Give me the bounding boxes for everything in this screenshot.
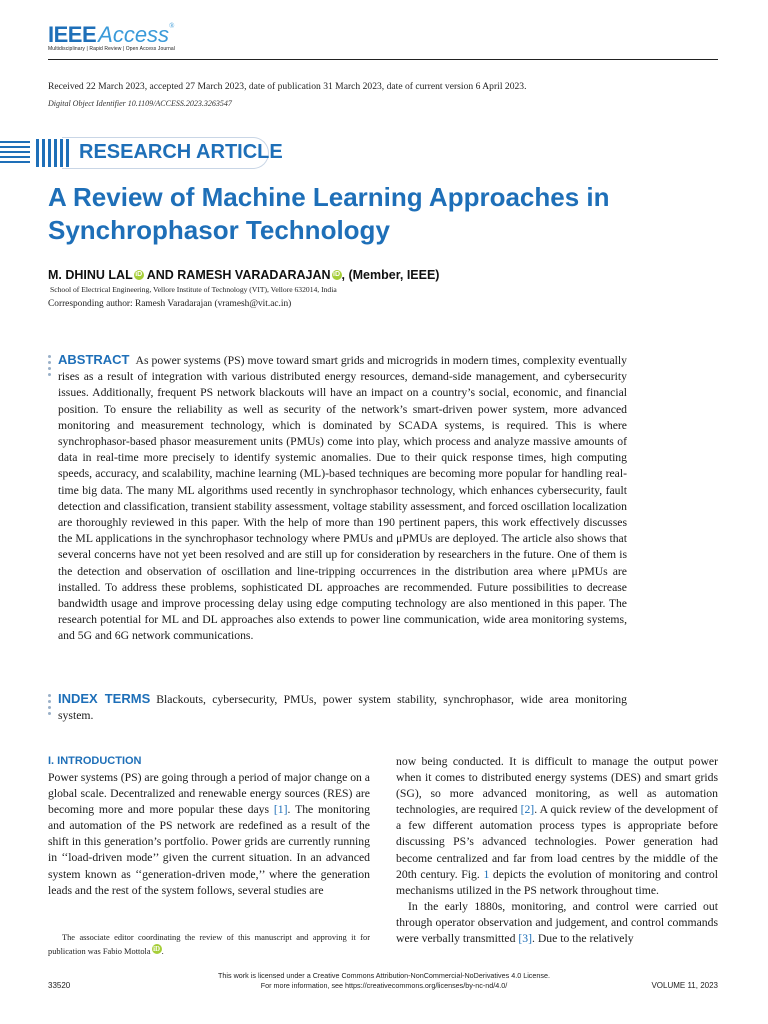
trademark-icon: ® xyxy=(169,22,175,30)
volume-label: VOLUME 11, 2023 xyxy=(651,981,718,990)
orcid-icon[interactable]: iD xyxy=(135,271,143,278)
page-number: 33520 xyxy=(48,981,71,990)
journal-logo xyxy=(48,22,174,48)
abstract-text: As power systems (PS) move toward smart grids and microgrids in modern times, complexity eventually rises as a result of integration with various distributed energy resources, demand-side management, and cybersecurity issues. Additionally, frequent PS network blackouts will have an impact on a country’s social, economic, and financial position. To ensure the reliability as well as security of the network’s smart-driven power system, more advanced monitoring and measurement technology, which is dominated by SCADA systems, is required. This is where synchrophasor-based phasor measurement units (PMUs) come into play, which process and analyze massive amounts of data in real-time more precisely to identify systemic anomalies. Due to their quick response times, high computing speeds, accuracy, and scalability, machine learning (ML)-based techniques are becoming more popular for handling real-time big data. The many ML algorithms used recently in synchrophasor technology, which enhances cybersecurity, fault detection and classification, transient stability assessment, voltage stability assessment, and forced oscillation localization are thoroughly reviewed in this paper. With the help of more than 190 pertinent papers, this work effectively discusses the ML applications in the synchrophasor technology where PMUs and μPMUs are deployed. The article also shows that several concerns have not yet been resolved and are still up for consideration by researchers in the future. One of them is the detection and observation of oscillation and line-tripping occurrences in the distribution area where μPMUs are installed. To address these problems, sophisticated DL approaches are recommended. Future possibilities to decrease bandwidth usage and improve processing delay using edge computing technology are also mentioned in this paper. The research potential for ML and DL approaches also extends to power line communication, wide area monitoring systems, and 5G and 6G network communications. xyxy=(58,354,627,643)
figure-link[interactable]: 1 xyxy=(483,867,490,881)
orcid-icon[interactable]: iD xyxy=(333,271,341,278)
license-line-1: This work is licensed under a Creative Commons Attribution-NonCommercial-NoDerivatives 4.0 License. xyxy=(218,971,550,980)
paragraph: In the early 1880s, monitoring, and control were carried out through operator observation and judgement, and control commands were verbally transmitted [3]. Due to the relatively xyxy=(396,899,718,946)
doi-line: Digital Object Identifier 10.1109/ACCESS.2023.3263547 xyxy=(48,99,232,108)
corresponding-author: Corresponding author: Ramesh Varadarajan (vramesh@vit.ac.in) xyxy=(48,299,292,309)
citation-link[interactable]: [2] xyxy=(520,803,535,817)
section-heading: I. INTRODUCTION xyxy=(48,755,142,767)
received-dates: Received 22 March 2023, accepted 27 March 2023, date of publication 31 March 2023, date of current version 6 April 2023. xyxy=(48,81,527,92)
author-2: AND RAMESH VARADARAJAN xyxy=(143,268,331,282)
right-column-text xyxy=(396,754,718,947)
index-terms-text: Blackouts, cybersecurity, PMUs, power system stability, synchrophasor, wide area monitoring system. xyxy=(58,693,627,723)
logo-access: Access xyxy=(98,22,170,47)
abstract xyxy=(58,352,627,645)
affiliation: School of Electrical Engineering, Vellore Institute of Technology (VIT), Vellore 632014, India xyxy=(50,285,337,294)
abstract-dots-icon xyxy=(48,355,52,379)
orcid-icon[interactable]: iD xyxy=(153,945,161,953)
logo-ieee: IEEE xyxy=(48,22,97,47)
paragraph: now being conducted. It is difficult to manage the output power when it comes to distributed energy systems (DES) and smart grids (SG), so more advanced monitoring, as well as automation technologies, are required [2]. A quick review of the development of a few different automation process types is appropriate before discussing PS’s advanced technologies. Power generation had become centralized and far from load centres by the middle of the 20th century. Fig. 1 depicts the evolution of monitoring and control mechanisms utilized in the PS network throughout time. xyxy=(396,755,718,897)
paper-title: A Review of Machine Learning Approaches in Synchrophasor Technology xyxy=(48,182,610,245)
index-terms-dots-icon xyxy=(48,694,52,718)
header-rule xyxy=(48,59,718,60)
left-column-text: Power systems (PS) are going through a period of major change on a global scale. Decentralized and renewable energy sources (RES) are becoming more and more popular these days [1]. The monitoring and automation of the PS network are redefined as a result of the shift in this generation’s portfolio. Power grids are currently running in ‘‘load-driven mode’’ given the current situation. In an advanced system known as ‘‘generation-driven mode,’’ where the generation leads and the rest of the system follows, several studies are xyxy=(48,771,370,897)
editor-footnote: The associate editor coordinating the review of this manuscript and approving it for publication was Fabio Mottola iD . xyxy=(48,933,370,956)
journal-tagline: Multidisciplinary | Rapid Review | Open Access Journal xyxy=(48,46,175,52)
article-type-label: RESEARCH ARTICLE xyxy=(79,141,283,163)
banner-stripes-icon xyxy=(0,139,70,167)
author-1: M. DHINU LAL xyxy=(48,268,133,282)
citation-link[interactable]: [1] xyxy=(273,803,288,817)
index-terms xyxy=(58,691,627,724)
license-line-2[interactable]: For more information, see https://creativecommons.org/licenses/by-nc-nd/4.0/ xyxy=(260,980,508,990)
abstract-label: ABSTRACT xyxy=(58,352,130,367)
index-terms-label: INDEX TERMS xyxy=(58,691,151,706)
author-line xyxy=(48,268,439,282)
author-suffix: , (Member, IEEE) xyxy=(341,268,440,282)
article-type-banner xyxy=(0,137,283,169)
citation-link[interactable]: [3] xyxy=(518,932,532,946)
